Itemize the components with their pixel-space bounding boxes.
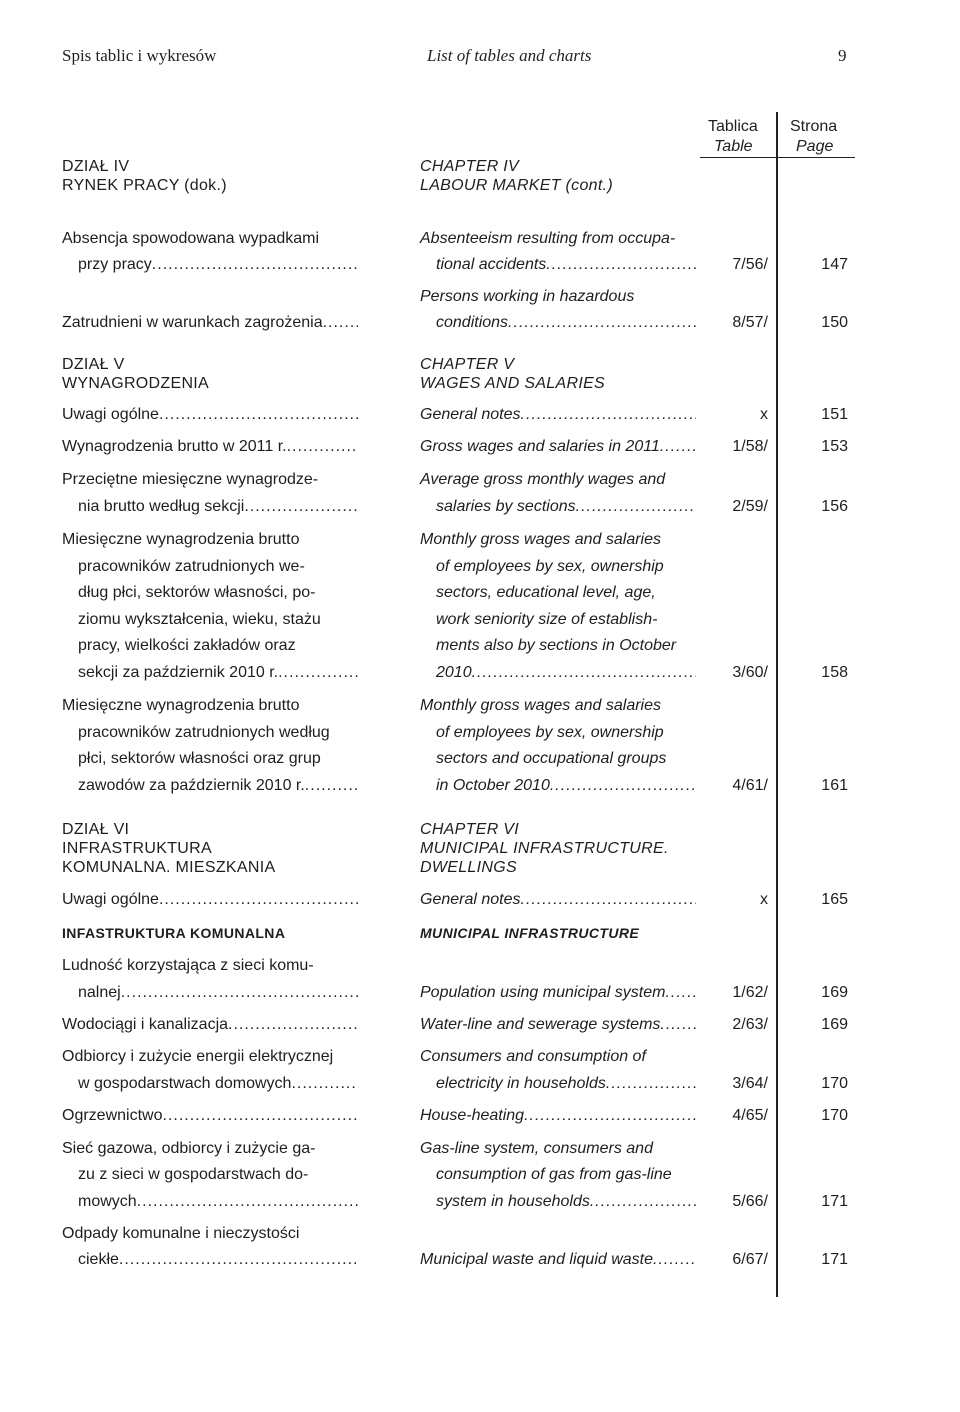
entry-title-pl: Uwagi ogólne ..... bbox=[62, 406, 358, 424]
table-number: 4/65/ bbox=[732, 1107, 768, 1124]
entry-title-pl: Ludność korzystająca z sieci komu- bbox=[62, 957, 314, 974]
page-ref: 161 bbox=[821, 777, 848, 794]
entry-title-en: ments also by sections in October bbox=[436, 637, 677, 654]
entry-title-pl: Uwagi ogólne ..... bbox=[62, 891, 358, 909]
entry-title-en: sectors and occupational groups bbox=[436, 750, 667, 767]
section-title-en: DWELLINGS bbox=[420, 859, 517, 876]
entry-title-pl: mowych ..... bbox=[78, 1193, 358, 1211]
entry-title-en: Population using municipal system ..... bbox=[420, 984, 696, 1002]
entry-title-en: Monthly gross wages and salaries bbox=[420, 697, 662, 714]
entry-title-pl: pracy, wielkości zakładów oraz bbox=[78, 637, 296, 654]
table-number: 1/58/ bbox=[732, 438, 768, 455]
subsection-heading-pl: INFASTRUKTURA KOMUNALNA bbox=[62, 925, 286, 941]
entry-title-en: electricity in households ..... bbox=[436, 1075, 696, 1093]
entry-title-en: 2010 ..... bbox=[436, 664, 696, 682]
entry-title-pl: przy pracy ..... bbox=[78, 256, 358, 274]
entry-title-en: General notes ..... bbox=[420, 891, 696, 909]
entry-title-pl: w gospodarstwach domowych ..... bbox=[78, 1075, 358, 1093]
entry-title-en: House-heating ..... bbox=[420, 1107, 696, 1125]
entry-title-en: Consumers and consumption of bbox=[420, 1048, 646, 1065]
entry-title-pl: Miesięczne wynagrodzenia brutto bbox=[62, 697, 300, 714]
entry-title-en: system in households ..... bbox=[436, 1193, 696, 1211]
entry-title-pl: Ogrzewnictwo ..... bbox=[62, 1107, 358, 1125]
page-number: 9 bbox=[838, 46, 847, 65]
column-header-table: Table bbox=[714, 138, 753, 155]
entry-title-en: sectors, educational level, age, bbox=[436, 584, 656, 601]
table-number: 6/67/ bbox=[732, 1251, 768, 1268]
entry-title-en: consumption of gas from gas-line bbox=[436, 1166, 672, 1183]
table-number: 3/60/ bbox=[732, 664, 768, 681]
entry-title-en: Municipal waste and liquid waste ..... bbox=[420, 1251, 696, 1269]
page-ref: 171 bbox=[821, 1193, 848, 1210]
section-title-en: MUNICIPAL INFRASTRUCTURE. bbox=[420, 840, 669, 857]
entry-title-pl: zawodów za październik 2010 r. ..... bbox=[78, 777, 358, 795]
entry-title-pl: Wynagrodzenia brutto w 2011 r. ..... bbox=[62, 438, 358, 456]
entry-title-pl: Odbiorcy i zużycie energii elektrycznej bbox=[62, 1048, 334, 1065]
table-number: 2/63/ bbox=[732, 1016, 768, 1033]
entry-title-en: General notes ..... bbox=[420, 406, 696, 424]
page-ref: 169 bbox=[821, 1016, 848, 1033]
running-header-center: List of tables and charts bbox=[427, 46, 592, 65]
entry-title-en: work seniority size of establish- bbox=[436, 611, 658, 628]
entry-title-en: Absenteeism resulting from occupa- bbox=[420, 230, 676, 247]
page-ref: 156 bbox=[821, 498, 848, 515]
section-title-en: LABOUR MARKET (cont.) bbox=[420, 177, 614, 194]
page-ref: 151 bbox=[821, 406, 848, 423]
page-ref: 169 bbox=[821, 984, 848, 1001]
entry-title-en: in October 2010 ..... bbox=[436, 777, 696, 795]
entry-title-en: Persons working in hazardous bbox=[420, 288, 635, 305]
page-ref: 165 bbox=[821, 891, 848, 908]
entry-title-pl: płci, sektorów własności oraz grup bbox=[78, 750, 321, 767]
running-header-left: Spis tablic i wykresów bbox=[62, 46, 217, 65]
table-number: x bbox=[760, 406, 768, 423]
entry-title-en: Monthly gross wages and salaries bbox=[420, 531, 662, 548]
table-number: 4/61/ bbox=[732, 777, 768, 794]
entry-title-pl: Absencja spowodowana wypadkami bbox=[62, 230, 320, 247]
entry-title-en: Water-line and sewerage systems ..... bbox=[420, 1016, 696, 1034]
table-number: x bbox=[760, 891, 768, 908]
section-title-pl: WYNAGRODZENIA bbox=[62, 375, 210, 392]
entry-title-en: tional accidents ..... bbox=[436, 256, 696, 274]
column-header-tablica: Tablica bbox=[708, 118, 758, 135]
entry-title-en: conditions ..... bbox=[436, 314, 696, 332]
subsection-heading-en: MUNICIPAL INFRASTRUCTURE bbox=[420, 925, 640, 941]
entry-title-en: Average gross monthly wages and bbox=[420, 471, 666, 488]
entry-title-en: Gross wages and salaries in 2011 ..... bbox=[420, 438, 696, 456]
entry-title-pl: sekcji za październik 2010 r. ..... bbox=[78, 664, 358, 682]
entry-title-pl: ziomu wykształcenia, wieku, stażu bbox=[78, 611, 321, 628]
page-ref: 150 bbox=[821, 314, 848, 331]
section-heading-pl: DZIAŁ VI bbox=[62, 821, 130, 838]
entry-title-pl: nia brutto według sekcji ..... bbox=[78, 498, 358, 516]
entry-title-pl: ciekłe ..... bbox=[78, 1251, 358, 1269]
entry-title-pl: pracowników zatrudnionych we- bbox=[78, 558, 305, 575]
page-ref: 158 bbox=[821, 664, 848, 681]
entry-title-pl: pracowników zatrudnionych według bbox=[78, 724, 330, 741]
table-number: 8/57/ bbox=[732, 314, 768, 331]
page-ref: 147 bbox=[821, 256, 848, 273]
entry-title-pl: dług płci, sektorów własności, po- bbox=[78, 584, 316, 601]
section-title-pl: RYNEK PRACY (dok.) bbox=[62, 177, 227, 194]
entry-title-pl: Wodociągi i kanalizacja ..... bbox=[62, 1016, 358, 1034]
entry-title-en: salaries by sections ..... bbox=[436, 498, 696, 516]
table-number: 1/62/ bbox=[732, 984, 768, 1001]
section-title-en: WAGES AND SALARIES bbox=[420, 375, 606, 392]
section-heading-en: CHAPTER VI bbox=[420, 821, 520, 838]
page-ref: 170 bbox=[821, 1107, 848, 1124]
section-title-pl: INFRASTRUKTURA bbox=[62, 840, 212, 857]
table-number: 5/66/ bbox=[732, 1193, 768, 1210]
entry-title-en: Gas-line system, consumers and bbox=[420, 1140, 653, 1157]
entry-title-en: of employees by sex, ownership bbox=[436, 558, 664, 575]
section-heading-en: CHAPTER V bbox=[420, 356, 515, 373]
entry-title-pl: Odpady komunalne i nieczystości bbox=[62, 1225, 300, 1242]
entry-title-pl: nalnej ..... bbox=[78, 984, 358, 1002]
header-underline bbox=[700, 157, 855, 158]
section-heading-pl: DZIAŁ V bbox=[62, 356, 125, 373]
table-number: 3/64/ bbox=[732, 1075, 768, 1092]
column-header-strona: Strona bbox=[790, 118, 838, 135]
entry-title-pl: Przeciętne miesięczne wynagrodze- bbox=[62, 471, 319, 488]
page-ref: 170 bbox=[821, 1075, 848, 1092]
section-heading-en: CHAPTER IV bbox=[420, 158, 520, 175]
column-header-page: Page bbox=[796, 138, 834, 155]
table-number: 2/59/ bbox=[732, 498, 768, 515]
entry-title-pl: Sieć gazowa, odbiorcy i zużycie ga- bbox=[62, 1140, 316, 1157]
entry-title-pl: Miesięczne wynagrodzenia brutto bbox=[62, 531, 300, 548]
table-number: 7/56/ bbox=[732, 256, 768, 273]
entry-title-en: of employees by sex, ownership bbox=[436, 724, 664, 741]
entry-title-pl: Zatrudnieni w warunkach zagrożenia ..... bbox=[62, 314, 358, 332]
section-heading-pl: DZIAŁ IV bbox=[62, 158, 130, 175]
column-divider bbox=[776, 112, 778, 1297]
section-title-pl: KOMUNALNA. MIESZKANIA bbox=[62, 859, 276, 876]
entry-title-pl: zu z sieci w gospodarstwach do- bbox=[78, 1166, 309, 1183]
page-ref: 153 bbox=[821, 438, 848, 455]
page-ref: 171 bbox=[821, 1251, 848, 1268]
